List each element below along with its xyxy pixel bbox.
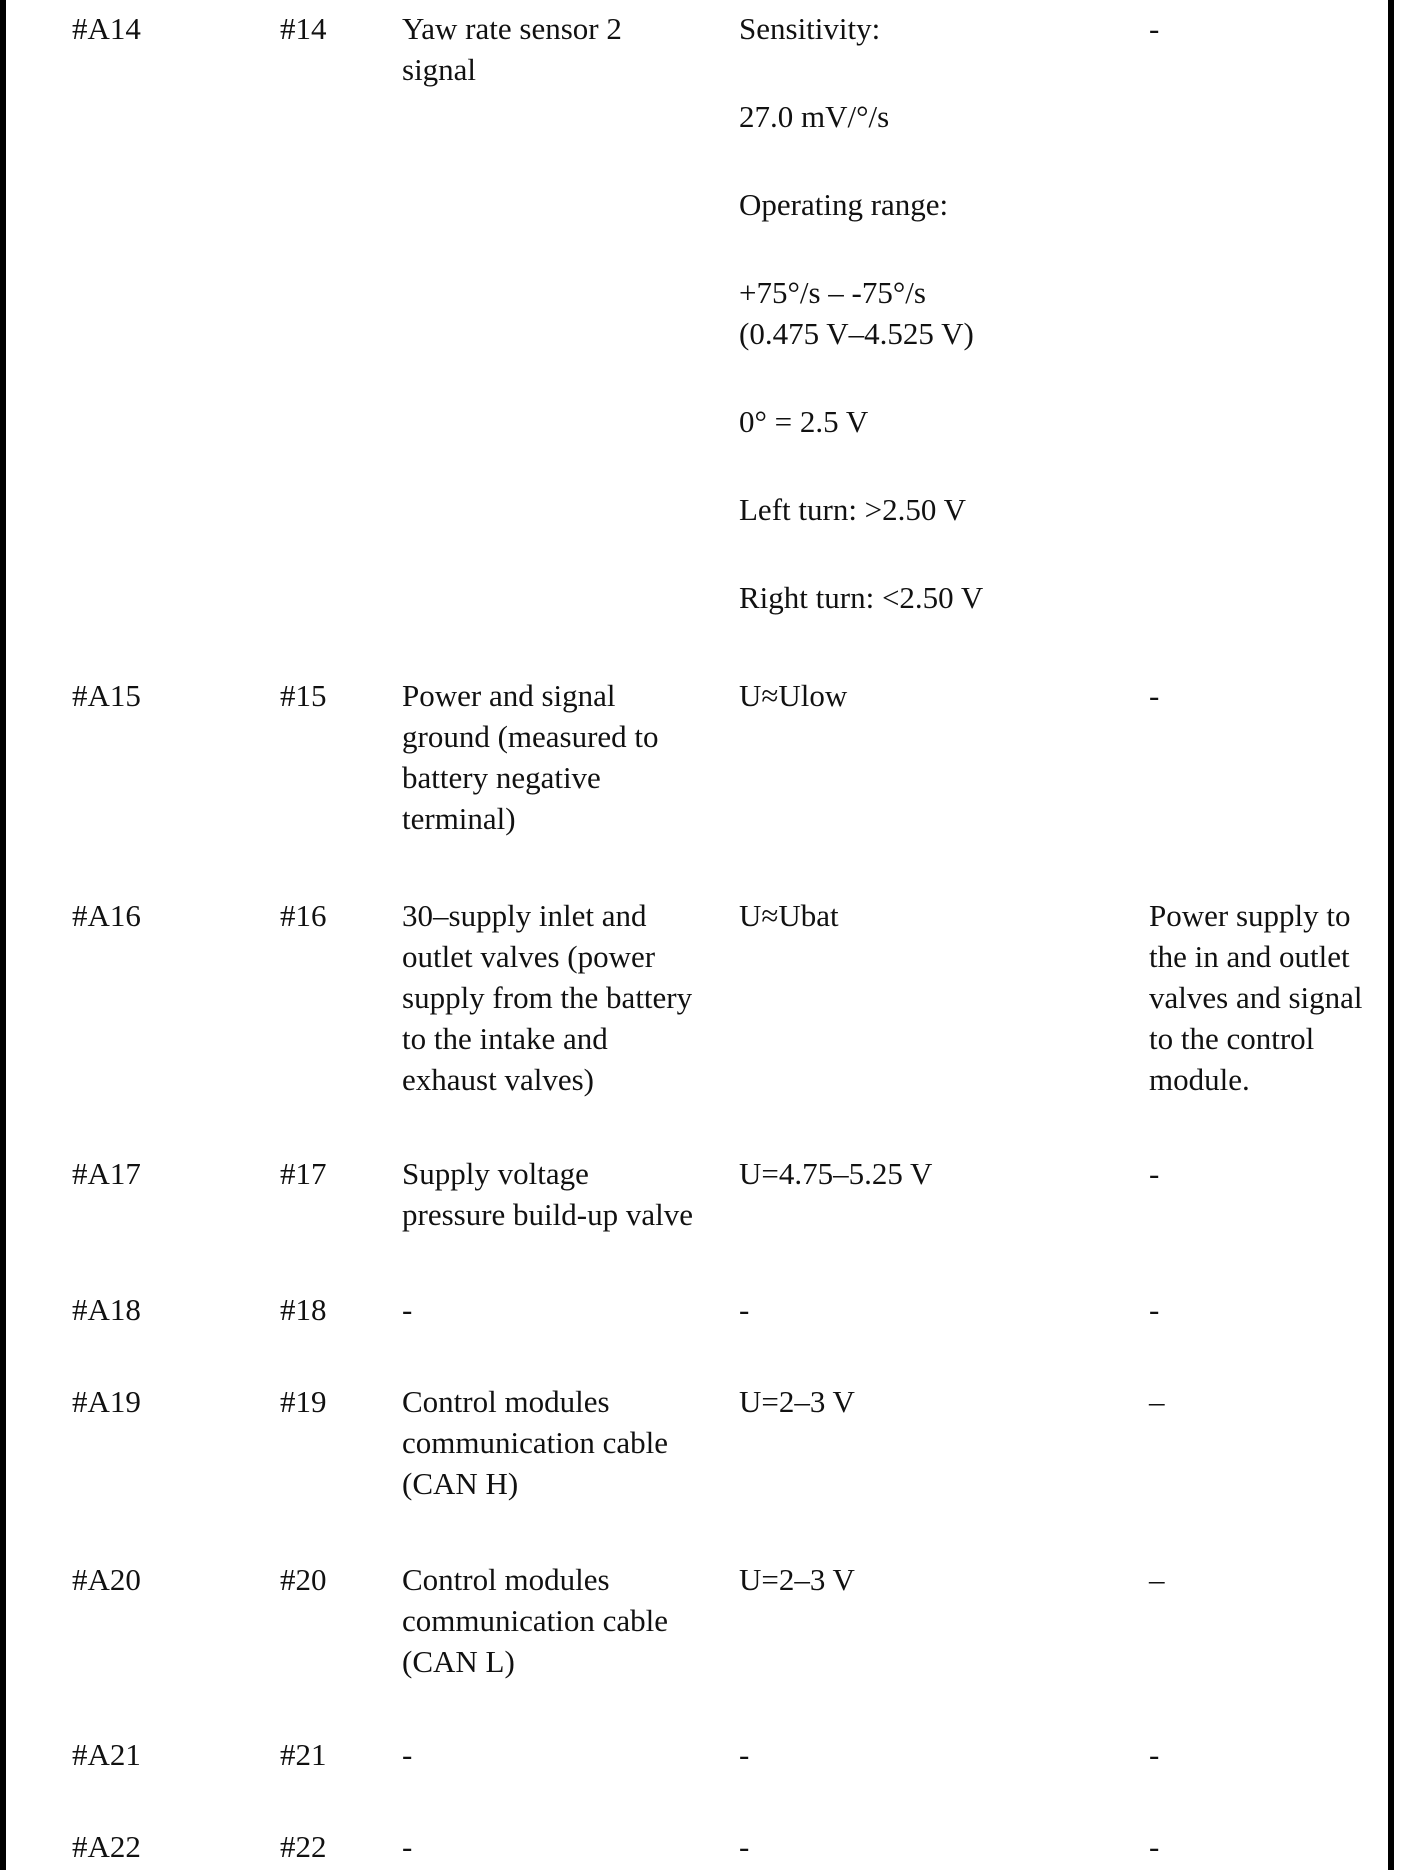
row-pin: #16 [280,898,327,933]
function-line: terminal) [402,801,516,836]
function-line: supply from the battery [402,980,693,1015]
function-line: Yaw rate sensor 2 [402,11,622,46]
row-id: #A15 [72,678,141,713]
note-line: valves and signal [1149,980,1363,1015]
function-line: Control modules [402,1562,610,1597]
row-function [402,675,659,839]
row-value [739,895,839,936]
row-function [402,895,692,1100]
row-note: - [1149,1156,1160,1191]
value-line: +75°/s – -75°/s [739,275,926,310]
row-pin: #15 [280,678,327,713]
function-line: Power and signal [402,678,616,713]
value-line: U≈Ulow [739,678,848,713]
function-line: Supply voltage [402,1156,589,1191]
function-line: to the intake and [402,1021,608,1056]
row-id: #A22 [72,1829,141,1864]
value-line: Right turn: <2.50 V [739,580,984,615]
value-line: U=2–3 V [739,1384,855,1419]
value-line: Operating range: [739,187,949,222]
function-line: (CAN L) [402,1644,515,1679]
function-line: (CAN H) [402,1466,519,1501]
note-line: the in and outlet [1149,939,1350,974]
row-pin: #18 [280,1292,327,1327]
function-line: signal [402,52,477,87]
row-function: - [402,1737,413,1772]
row-function: - [402,1829,413,1864]
row-note: - [1149,1737,1160,1772]
row-function [402,8,622,90]
row-pin: #17 [280,1156,327,1191]
row-pin: #14 [280,11,327,46]
row-pin: #21 [280,1737,327,1772]
row-value [739,8,983,618]
value-line: 0° = 2.5 V [739,404,869,439]
row-id: #A18 [72,1292,141,1327]
row-note [1149,895,1363,1100]
row-value [739,1153,932,1194]
note-line: Power supply to [1149,898,1351,933]
value-line: Left turn: >2.50 V [739,492,966,527]
row-note: – [1149,1384,1165,1419]
function-line: Control modules [402,1384,610,1419]
row-value: - [739,1829,750,1864]
value-line: (0.475 V–4.525 V) [739,316,974,351]
row-id: #A21 [72,1737,141,1772]
value-line: U=2–3 V [739,1562,855,1597]
row-note: - [1149,1829,1160,1864]
function-line: communication cable [402,1425,668,1460]
note-line: to the control [1149,1021,1315,1056]
row-value [739,1559,855,1600]
function-line: communication cable [402,1603,668,1638]
row-id: #A17 [72,1156,141,1191]
row-note: - [1149,11,1160,46]
function-line: pressure build-up valve [402,1197,693,1232]
value-line: 27.0 mV/°/s [739,99,890,134]
row-value [739,675,847,716]
function-line: 30–supply inlet and [402,898,647,933]
value-line: U≈Ubat [739,898,839,933]
row-id: #A16 [72,898,141,933]
row-note: – [1149,1562,1165,1597]
function-line: ground (measured to [402,719,659,754]
row-value: - [739,1737,750,1772]
row-pin: #22 [280,1829,327,1864]
note-line: module. [1149,1062,1250,1097]
row-value: - [739,1292,750,1327]
row-note: - [1149,1292,1160,1327]
row-id: #A14 [72,11,141,46]
function-line: outlet valves (power [402,939,656,974]
function-line: exhaust valves) [402,1062,594,1097]
row-id: #A19 [72,1384,141,1419]
row-pin: #19 [280,1384,327,1419]
row-pin: #20 [280,1562,327,1597]
function-line: battery negative [402,760,601,795]
row-function [402,1559,668,1682]
row-value [739,1381,855,1422]
row-function: - [402,1292,413,1327]
row-function [402,1381,668,1504]
value-line: U=4.75–5.25 V [739,1156,933,1191]
row-function [402,1153,693,1235]
row-note: - [1149,678,1160,713]
row-id: #A20 [72,1562,141,1597]
value-line: Sensitivity: [739,11,881,46]
